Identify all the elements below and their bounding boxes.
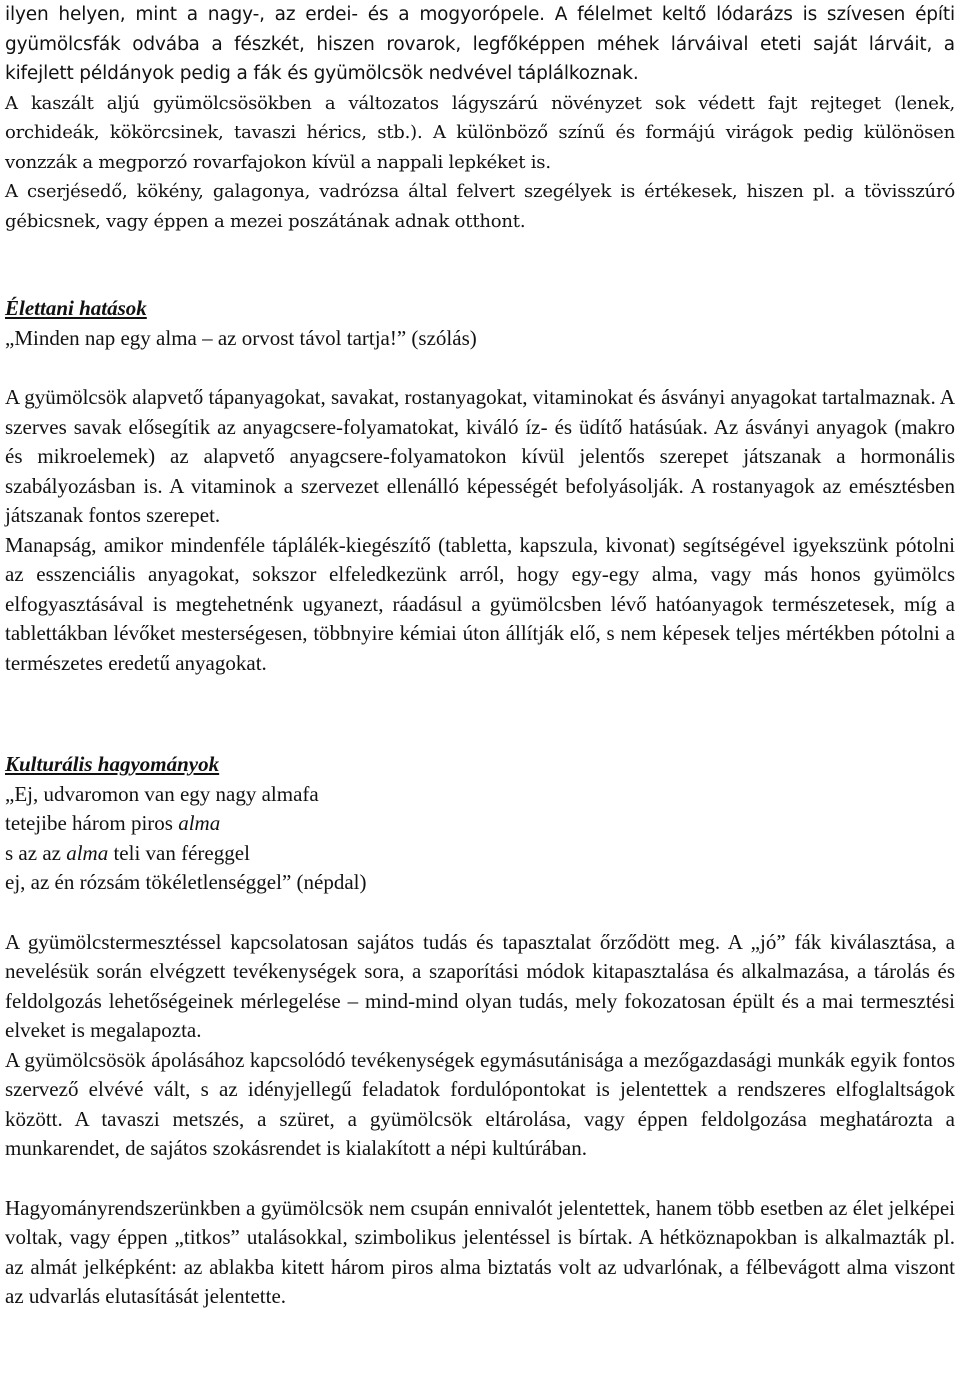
culture-paragraph-3: Hagyományrendszerünkben a gyümölcsök nem csupán ennivalót jelentettek, hanem több esetben az élet jelképei voltak, vagy éppen „titkos” utalásokkal, szimbolikus jelentéssel is bírtak. A hétköznapokban is alkalmazták pl. az almát jelképként: az ablakba kitett három piros alma biztatás volt az udvarlónak, a félbevágott alma viszont az udvarlás elutasítását jelentette. xyxy=(5,1195,955,1308)
folk-song-line-2 xyxy=(5,809,955,839)
section-heading-culture: Kulturális hagyományok xyxy=(5,752,220,776)
folk-song-line-3 xyxy=(5,839,955,869)
section-heading-physiology: Élettani hatások xyxy=(5,296,147,320)
culture-paragraph-1: A gyümölcstermesztéssel kapcsolatosan sajátos tudás és tapasztalat őrződött meg. A „jó” fák kiválasztása, a nevelésük során elvégzett tevékenységek sora, a szaporítási módok kitapasztalása és alkalmazása, a tárolás és feldolgozás lehetőségeinek mérlegelése – mind-mind olyan tudás, mely fokozatosan épült és a mai termesztési elveket is megalapozta. xyxy=(5,929,955,1042)
spacer xyxy=(5,1164,955,1194)
folk-song-line-4: ej, az én rózsám tökéletlenséggel” (népdal) xyxy=(5,870,367,894)
spacer xyxy=(5,236,955,294)
spacer xyxy=(5,898,955,928)
folk-song-line-2-text: tetejibe három piros xyxy=(5,811,179,835)
intro-paragraph-3: A cserjésedő, kökény, galagonya, vadrózsa által felvert szegélyek is értékesek, hiszen pl. a tövisszúró gébicsnek, vagy éppen a mezei poszátának adnak otthont. xyxy=(5,181,955,232)
spacer xyxy=(5,353,955,383)
spacer xyxy=(5,678,955,750)
physiology-paragraph-2: Manapság, amikor mindenféle táplálék-kiegészítő (tabletta, kapszula, kivonat) segítségével igyekszünk pótolni az esszenciális anyagokat, sokszor elfeledkezünk arról, hogy egy-egy alma, vagy más honos gyümölcs elfogyasztásával is megtehetnénk ugyanezt, ráadásul a gyümölcsben lévő hatóanyagok természetesek, míg a tablettákban lévőket mesterségesen, többnyire kémiai úton állítják elő, s nem képesek teljes mértékben pótolni a természetes eredetű anyagokat. xyxy=(5,532,955,675)
folk-song-line-1: „Ej, udvaromon van egy nagy almafa xyxy=(5,781,319,806)
folk-song-line-3-text-a: s az az xyxy=(5,840,67,865)
folk-song-line-3-text-b: teli van féreggel xyxy=(108,840,250,865)
intro-paragraph-1: ilyen helyen, mint a nagy-, az erdei- és a mogyorópele. A félelmet keltő lódarázs is szívesen építi gyümölcsfák odvába a fészkét, hiszen rovarok, legfőképpen méhek lárváival eteti saját lárváit, a kifejlett példányok pedig a fák és gyümölcsök nedvével táplálkoznak. xyxy=(5,4,955,84)
culture-paragraph-2: A gyümölcsösök ápolásához kapcsolódó tevékenységek egymásutánisága a mezőgazdasági munkák egyik fontos szervező elvévé vált, s az idényjellegű feladatok fordulópontokat is jelentettek a rendszeres elfoglaltságok között. A tavaszi metszés, a szüret, a gyümölcsök eltárolása, vagy éppen feldolgozása meghatározta a munkarendet, de sajátos szokásrendet is kialakított a népi kultúrában. xyxy=(5,1047,955,1160)
document-page xyxy=(5,0,955,1312)
physiology-quote: „Minden nap egy alma – az orvost távol tartja!” (szólás) xyxy=(5,325,477,350)
folk-song-line-3-emphasis: alma xyxy=(66,840,109,865)
folk-song-line-2-emphasis: alma xyxy=(178,811,221,835)
intro-paragraph-2: A kaszált aljú gyümölcsösökben a változatos lágyszárú növényzet sok védett fajt rejteget (lenek, orchideák, kökörcsinek, tavaszi hérics, stb.). A különböző színű és formájú virágok pedig különösen vonzzák a megporzó rovarfajokon kívül a nappali lepkéket is. xyxy=(5,92,955,173)
folk-song xyxy=(5,780,955,898)
physiology-paragraph-1: A gyümölcsök alapvető tápanyagokat, savakat, rostanyagokat, vitaminokat és ásványi anyagokat tartalmaznak. A szerves savak elősegítik az anyagcsere-folyamatokat, kiváló íz- és üdítő hatásúak. Az ásványi anyagok (makro és mikroelemek) az alapvető anyagcsere-folyamatokon kívül jelentős szerepet játszanak a hormonális szabályozásban is. A vitaminok a szervezet ellenálló képességét befolyásolják. A rostanyagok az emésztésben játszanak fontos szerepet. xyxy=(5,385,955,527)
